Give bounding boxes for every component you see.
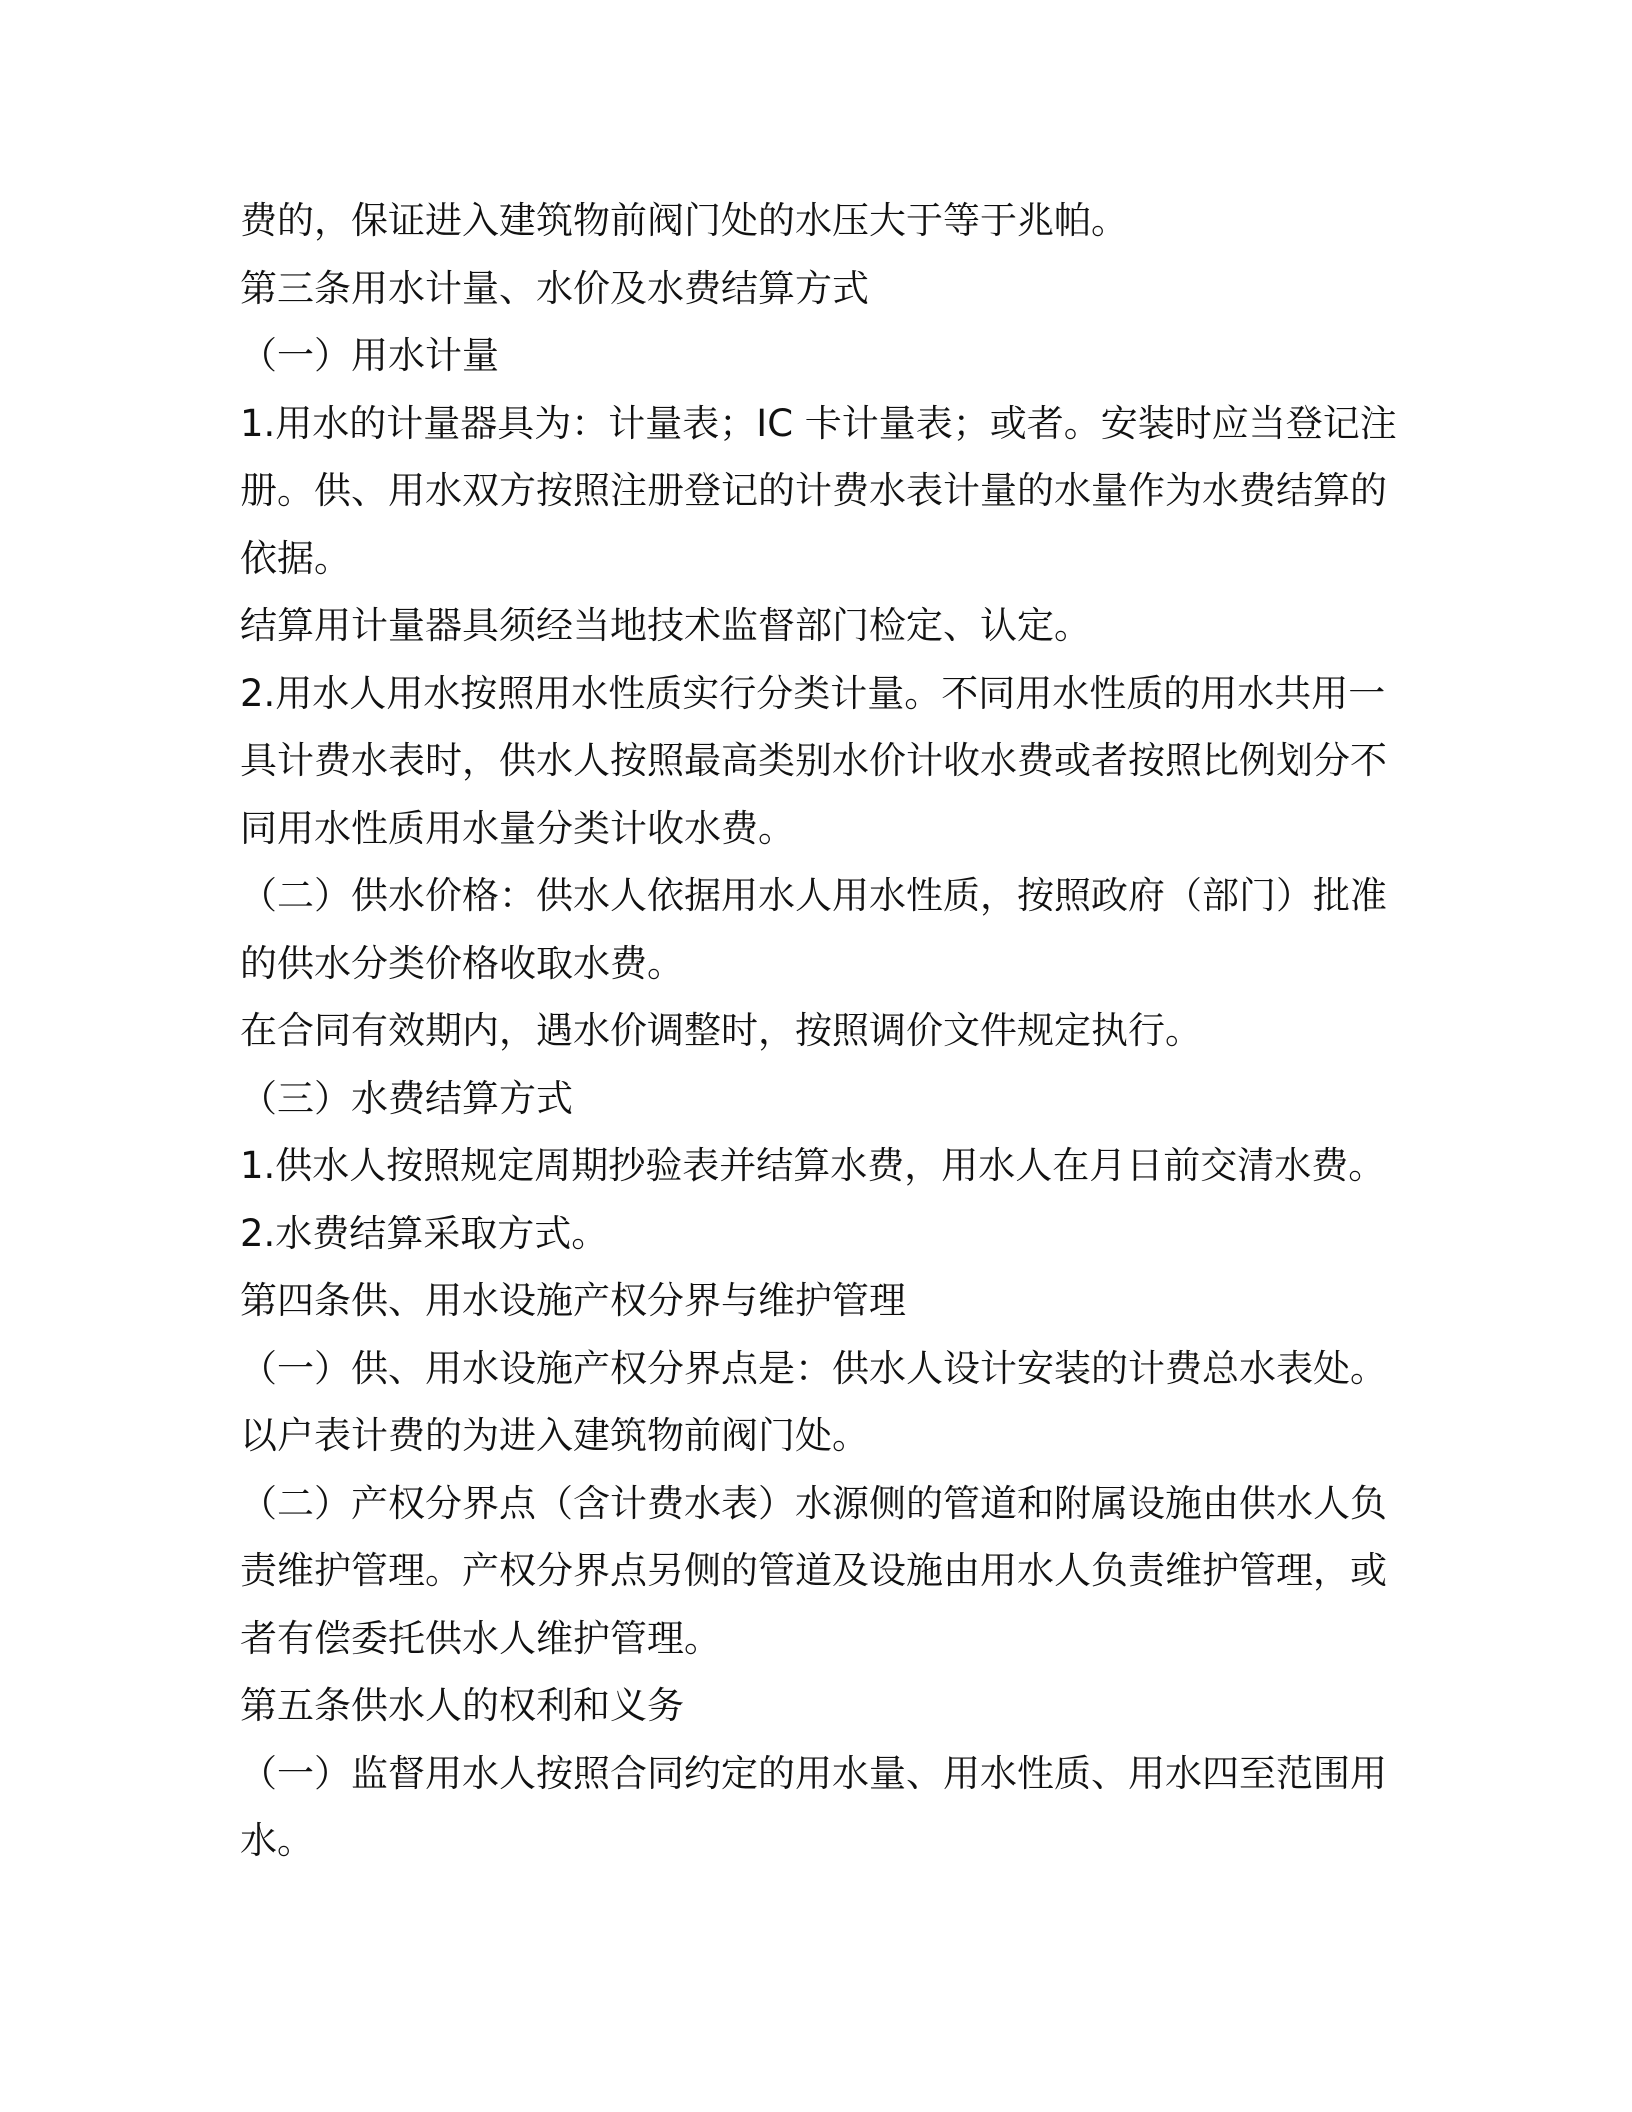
text-line: 者有偿委托供水人维护管理。 [240, 1616, 721, 1660]
text-line: 册。供、用水双方按照注册登记的计费水表计量的水量作为水费结算的 [240, 469, 1387, 512]
text-line: 在合同有效期内，遇水价调整时，按照调价文件规定执行。 [240, 1009, 1202, 1052]
text-line: 的供水分类价格收取水费。 [240, 941, 684, 985]
text-line: 以户表计费的为进入建筑物前阀门处。 [240, 1414, 869, 1457]
document-body [240, 187, 1397, 1875]
text-line: 责维护管理。产权分界点另侧的管道及设施由用水人负责维护管理，或 [240, 1549, 1387, 1592]
text-line: 依据。 [240, 536, 351, 580]
text-line: 水。 [240, 1819, 314, 1862]
text-line: （一）监督用水人按照合同约定的用水量、用水性质、用水四至范围用 [240, 1751, 1387, 1795]
text-line: 2.用水人用水按照用水性质实行分类计量。不同用水性质的用水共用一 [240, 671, 1386, 715]
text-line: 费的，保证进入建筑物前阀门处的水压大于等于兆帕。 [240, 199, 1128, 242]
section-heading: 第三条用水计量、水价及水费结算方式 [240, 266, 869, 310]
text-line: （一）供、用水设施产权分界点是：供水人设计安装的计费总水表处。 [240, 1346, 1387, 1390]
text-line: 具计费水表时，供水人按照最高类别水价计收水费或者按照比例划分不 [240, 739, 1387, 782]
text-line: 1.用水的计量器具为：计量表；IC 卡计量表；或者。安装时应当登记注 [240, 401, 1397, 445]
text-line: 2.水费结算采取方式。 [240, 1211, 609, 1255]
text-line: 同用水性质用水量分类计收水费。 [240, 806, 795, 850]
subsection-heading: （三）水费结算方式 [240, 1076, 573, 1120]
text-line: 1.供水人按照规定周期抄验表并结算水费，用水人在月日前交清水费。 [240, 1144, 1386, 1187]
section-heading: 第五条供水人的权利和义务 [240, 1684, 684, 1727]
text-line: （二）产权分界点（含计费水表）水源侧的管道和附属设施由供水人负 [240, 1481, 1387, 1525]
section-heading: 第四条供、用水设施产权分界与维护管理 [240, 1279, 906, 1322]
subsection-heading: （一）用水计量 [240, 334, 499, 377]
text-line: 结算用计量器具须经当地技术监督部门检定、认定。 [240, 604, 1091, 647]
text-line: （二）供水价格：供水人依据用水人用水性质，按照政府（部门）批准 [240, 874, 1387, 917]
